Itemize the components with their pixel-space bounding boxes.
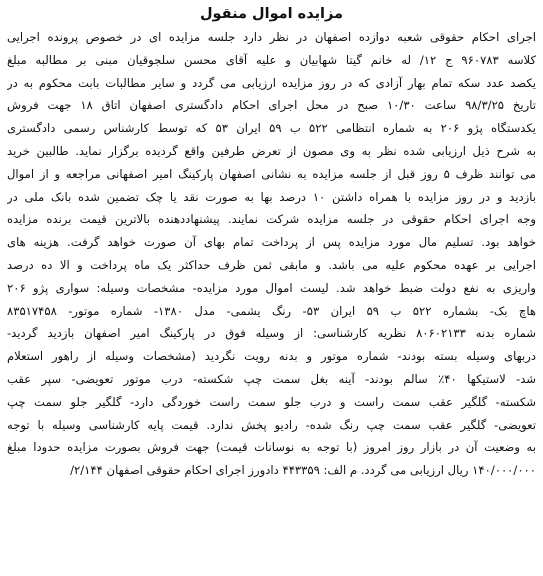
notice-body [7, 26, 536, 482]
notice-line: یکدستگاه پژو ۲۰۶ به شماره انتظامی ۵۲۲ ب ۵۹ ایران ۵۳ که توسط کارشناس رسمی دادگستری [7, 121, 536, 136]
notice-line: تاریخ ۹۸/۳/۲۵ ساعت ۱۰/۳۰ صبح در محل اجرای احکام دادگستری اصفهان اتاق ۱۸ جهت فروش [7, 98, 536, 113]
notice-line: کلاسه ۹۶۰۷۸۳ ج ۱۲/ له خانم گیتا شهابیان و علیه آقای محسن سلجوقیان مبنی بر مطالبه مبلغ [7, 52, 536, 67]
notice-line: شماره بدنه ۸۰۶۰۲۱۳۳ نظریه کارشناسی: از وسیله فوق در پارکینگ امیر اصفهان بازدید گردید- [7, 326, 536, 341]
notice-line: خواهد بود. تسلیم مال مورد مزایده پس از پرداخت تمام بهای آن صورت خواهد گرفت. هزینه های [7, 235, 536, 250]
notice-line: به وضعیت آن در بازار روز امروز (با توجه به نوسانات قیمت) جهت فروش بصورت مزایده حدودا مبلغ [7, 440, 536, 455]
notice-line: شکسته- گلگیر عقب سمت راست و درب جلو سمت راست خوردگی دارد- گلگیر جلو سمت چپ [7, 394, 536, 409]
notice-line: بازدید و در روز مزایده با همراه داشتن ۱۰ درصد بها به صورت نقد یا چک تضمین شده بانک ملی در [7, 189, 536, 204]
notice-line: تعویضی- گلگیر عقب سمت چپ رنگ شده- رادیو پخش ندارد. قیمت پایه کارشناسی وسیله با توجه [7, 417, 536, 432]
notice-line: دربهای وسیله بسته بودند- شماره موتور و بدنه رویت نگردید (مشخصات وسیله از راهور استعلام [7, 349, 536, 364]
notice-line: اجرای احکام حقوقی شعبه دوازده اصفهان در نظر دارد جلسه مزایده ای در خصوص پرونده اجرایی [7, 30, 536, 44]
notice-line: می توانند ظرف ۵ روز قبل از جلسه مزایده به نشانی اصفهان پارکینگ امیر اصفهانی مراجعه و از اموال [7, 166, 536, 181]
notice-line: واریزی به نفع دولت ضبط خواهد شد. لیست اموال مورد مزایده- مشخصات وسیله: سواری پژو ۲۰۶ [7, 280, 536, 295]
notice-line: ۱۴۰/۰۰۰/۰۰۰ ریال ارزیابی می گردد. م الف: ۴۴۳۳۵۹ دادورز اجرای احکام حقوقی اصفهان ۲/۱۴۴/ [70, 463, 536, 478]
notice-line: به شرح ذیل ارزیابی شده نظر به وی مصون از تعرض طرفین واقع گردیده برگزار نماید. طالبین خرید [7, 143, 536, 158]
notice-line: شد- لاستیکها ۴۰٪ سالم بودند- آینه بغل سمت چپ شکسته- درب موتور تعویضی- سپر عقب [7, 371, 536, 386]
notice-line: یکصد عدد سکه تمام بهار آزادی که در روز مزایده ارزیابی می گردد و سایر مطالبات بابت محکوم به در [7, 75, 536, 90]
notice-title: مزایده اموال منقول [199, 6, 344, 22]
notice-line: هاچ بک- بشماره ۵۲۲ ب ۵۹ ایران ۵۳- رنگ یشمی- مدل ۱۳۸۰- شماره موتور- ۸۳۵۱۷۴۵۸ [7, 303, 536, 318]
notice-line: وجه اجرای احکام حقوقی در جلسه مزایده شرکت نمایند. پیشنهاددهنده بالاترین قیمت برنده مزایده [7, 212, 536, 227]
notice-line: اجرایی بر عهده محکوم علیه می باشد. و مابقی ثمن ظرف حداکثر یک ماه پرداخت و الا ده درصد [7, 257, 536, 272]
